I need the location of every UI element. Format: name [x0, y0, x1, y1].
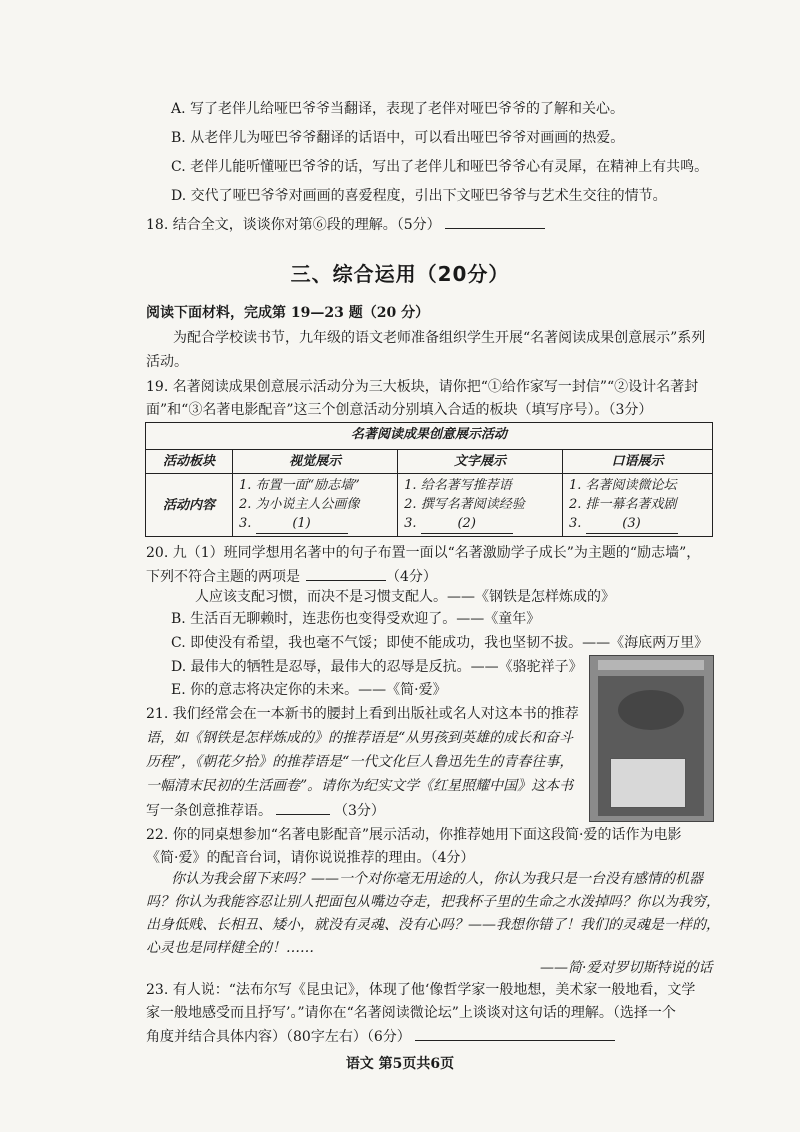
- question-19: 19. 名著阅读成果创意展示活动分为三大板块，请你把“①给作家写一封信”“②设计名著封: [146, 379, 699, 395]
- question-22: 22. 你的同桌想参加“名著电影配音”展示活动，你推荐她用下面这段简·爱的话作为电影: [146, 827, 682, 843]
- quote-source: ——简·爱对罗切斯特说的话: [540, 960, 713, 976]
- question-19-cont: 面”和“③名著电影配音”这三个创意活动分别填入合适的板块（填写序号）。（3分）: [146, 402, 653, 418]
- question-21-line: 语，如《钢铁是怎样炼成的》的推荐语是“从男孩到英雄的成长和奋斗: [146, 730, 574, 746]
- answer-blank: [306, 566, 386, 581]
- answer-blank: [276, 800, 330, 815]
- cell-text: 1. 给名著写推荐语 2. 撰写名著阅读经验 3. (2): [398, 474, 563, 537]
- cell-oral: 1. 名著阅读微论坛 2. 排一幕名著戏剧 3. (3): [562, 474, 712, 537]
- option-c: C. 老伴儿能听懂哑巴爷爷的话，写出了老伴儿和哑巴爷爷心有灵犀，在精神上有共鸣。: [171, 159, 709, 175]
- option-b: B. 生活百无聊赖时，连悲伤也变得受欢迎了。——《童年》: [171, 611, 541, 627]
- intro-text-2: 活动。: [146, 354, 188, 370]
- row-header: 活动内容: [146, 474, 233, 537]
- option-e: E. 你的意志将决定你的未来。——《简·爱》: [171, 682, 447, 698]
- section-title: 三、综合运用（20分）: [290, 262, 510, 286]
- blank-2: (2): [421, 514, 513, 534]
- question-23-line: 角度并结合具体内容）（80字左右）（6分）: [146, 1026, 615, 1047]
- table-caption: 名著阅读成果创意展示活动: [146, 423, 713, 450]
- col-header: 活动板块: [146, 450, 233, 474]
- intro-text: 为配合学校读书节，九年级的语文老师准备组织学生开展“名著阅读成果创意展示”系列: [173, 330, 706, 346]
- option-a: 人应该支配习惯，而决不是习惯支配人。——《钢铁是怎样炼成的》: [195, 589, 615, 605]
- book-cover-image: [589, 655, 714, 822]
- question-20: 20. 九（1）班同学想用名著中的句子布置一面以“名著激励学子成长”为主题的“励志墙”，: [146, 545, 701, 561]
- quote-line: 出身低贱、长相丑、矮小，就没有灵魂、没有心吗？——我想你错了！我们的灵魂是一样的，: [146, 917, 720, 933]
- activity-table: [145, 422, 713, 537]
- option-d: D. 交代了哑巴爷爷对画画的喜爱程度，引出下文哑巴爷爷与艺术生交往的情节。: [171, 188, 667, 204]
- question-21-line: 写一条创意推荐语。 （3分）: [146, 800, 385, 821]
- option-d: D. 最伟大的牺牲是忍辱，最伟大的忍辱是反抗。——《骆驼祥子》: [171, 659, 583, 675]
- question-21: 21. 我们经常会在一本新书的腰封上看到出版社或名人对这本书的推荐: [146, 706, 579, 722]
- quote-line: 吗？你认为我能容忍让别人把面包从嘴边夺走，把我杯子里的生命之水泼掉吗？你以为我穷，: [146, 894, 720, 910]
- cell-visual: 1. 布置一面“励志墙” 2. 为小说主人公画像 3. (1): [233, 474, 398, 537]
- question-20-cont: 下列不符合主题的两项是 （4分）: [146, 566, 437, 587]
- blank-3: (3): [586, 514, 678, 534]
- question-18: 18. 结合全文，谈谈你对第⑥段的理解。（5分）: [146, 214, 545, 235]
- col-oral: 口语展示: [562, 450, 712, 474]
- question-23-line: 家一般地感受而且抒写’。”请你在“名著阅读微论坛”上谈谈对这句话的理解。（选择一个: [146, 1005, 676, 1021]
- option-c: C. 即使没有希望，我也毫不气馁；即使不能成功，我也坚韧不拔。——《海底两万里》: [171, 635, 709, 651]
- question-22-cont: 《简·爱》的配音台词，请你说说推荐的理由。（4分）: [146, 850, 475, 866]
- col-text: 文字展示: [398, 450, 563, 474]
- quote-line: 你认为我会留下来吗？——一个对你毫无用途的人，你认为我只是一台没有感情的机器: [171, 871, 703, 887]
- instruction: 阅读下面材料，完成第 19—23 题（20 分）: [146, 305, 430, 321]
- question-21-line: 历程”，《朝花夕拾》的推荐语是“一代文化巨人鲁迅先生的青春往事，: [146, 754, 574, 770]
- quote-line: 心灵也是同样健全的！……: [146, 940, 314, 956]
- option-b: B. 从老伴儿为哑巴爷爷翻译的话语中，可以看出哑巴爷爷对画画的热爱。: [171, 130, 625, 146]
- col-visual: 视觉展示: [233, 450, 398, 474]
- answer-blank: [415, 1026, 615, 1041]
- blank-1: (1): [256, 514, 348, 534]
- question-21-line: 一幅清末民初的生活画卷”。请你为纪实文学《红星照耀中国》这本书: [146, 778, 574, 794]
- answer-blank: [445, 214, 545, 229]
- question-23: 23. 有人说：“法布尔写《昆虫记》，体现了他‘像哲学家一般地想，美术家一般地看，文学: [146, 982, 696, 998]
- option-a: A. 写了老伴儿给哑巴爷爷当翻译，表现了老伴对哑巴爷爷的了解和关心。: [171, 101, 625, 117]
- page-footer: 语文 第5页共6页: [345, 1056, 455, 1072]
